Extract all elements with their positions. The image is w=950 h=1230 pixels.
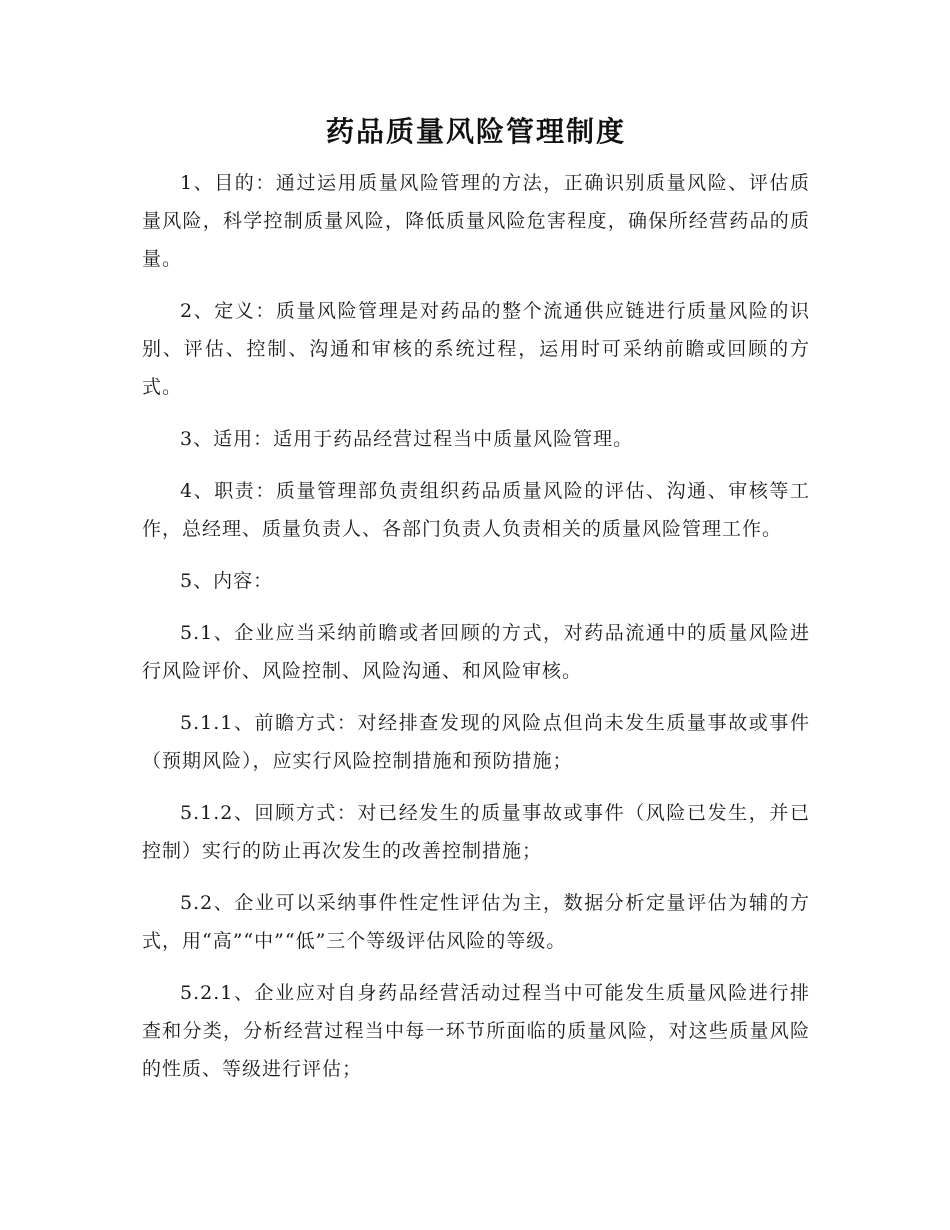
paragraph-content-heading: 5、内容： <box>180 570 274 592</box>
paragraph-definition: 2、定义：质量风险管理是对药品的整个流通供应链进行质量风险的识别、评估、控制、沟通和审核的系统过程，运用时可采纳前瞻或回顾的方式。 <box>142 300 810 398</box>
paragraph-5-1: 5.1、企业应当采纳前瞻或者回顾的方式，对药品流通中的质量风险进行风险评价、风险控制、风险沟通、和风险审核。 <box>142 622 810 682</box>
paragraph-5-1-2: 5.1.2、回顾方式：对已经发生的质量事故或事件（风险已发生，并已控制）实行的防止再次发生的改善控制措施； <box>142 802 810 862</box>
paragraph-purpose: 1、目的：通过运用质量风险管理的方法，正确识别质量风险、评估质量风险，科学控制质量风险，降低质量风险危害程度，确保所经营药品的质量。 <box>142 172 810 270</box>
paragraph-5-2-1: 5.2.1、企业应对自身药品经营活动过程当中可能发生质量风险进行排查和分类，分析经营过程当中每一环节所面临的质量风险，对这些质量风险的性质、等级进行评估； <box>142 982 810 1080</box>
paragraph-scope: 3、适用：适用于药品经营过程当中质量风险管理。 <box>180 428 634 450</box>
paragraph-responsibility: 4、职责：质量管理部负责组织药品质量风险的评估、沟通、审核等工作，总经理、质量负责人、各部门负责人负责相关的质量风险管理工作。 <box>142 480 810 540</box>
document-page <box>142 112 810 1102</box>
document-title: 药品质量风险管理制度 <box>325 115 626 148</box>
paragraph-5-2: 5.2、企业可以采纳事件性定性评估为主，数据分析定量评估为辅的方式，用“高”“中”“低”三个等级评估风险的等级。 <box>142 892 810 952</box>
paragraph-5-1-1: 5.1.1、前瞻方式：对经排查发现的风险点但尚未发生质量事故或事件（预期风险），应实行风险控制措施和预防措施； <box>142 712 810 772</box>
